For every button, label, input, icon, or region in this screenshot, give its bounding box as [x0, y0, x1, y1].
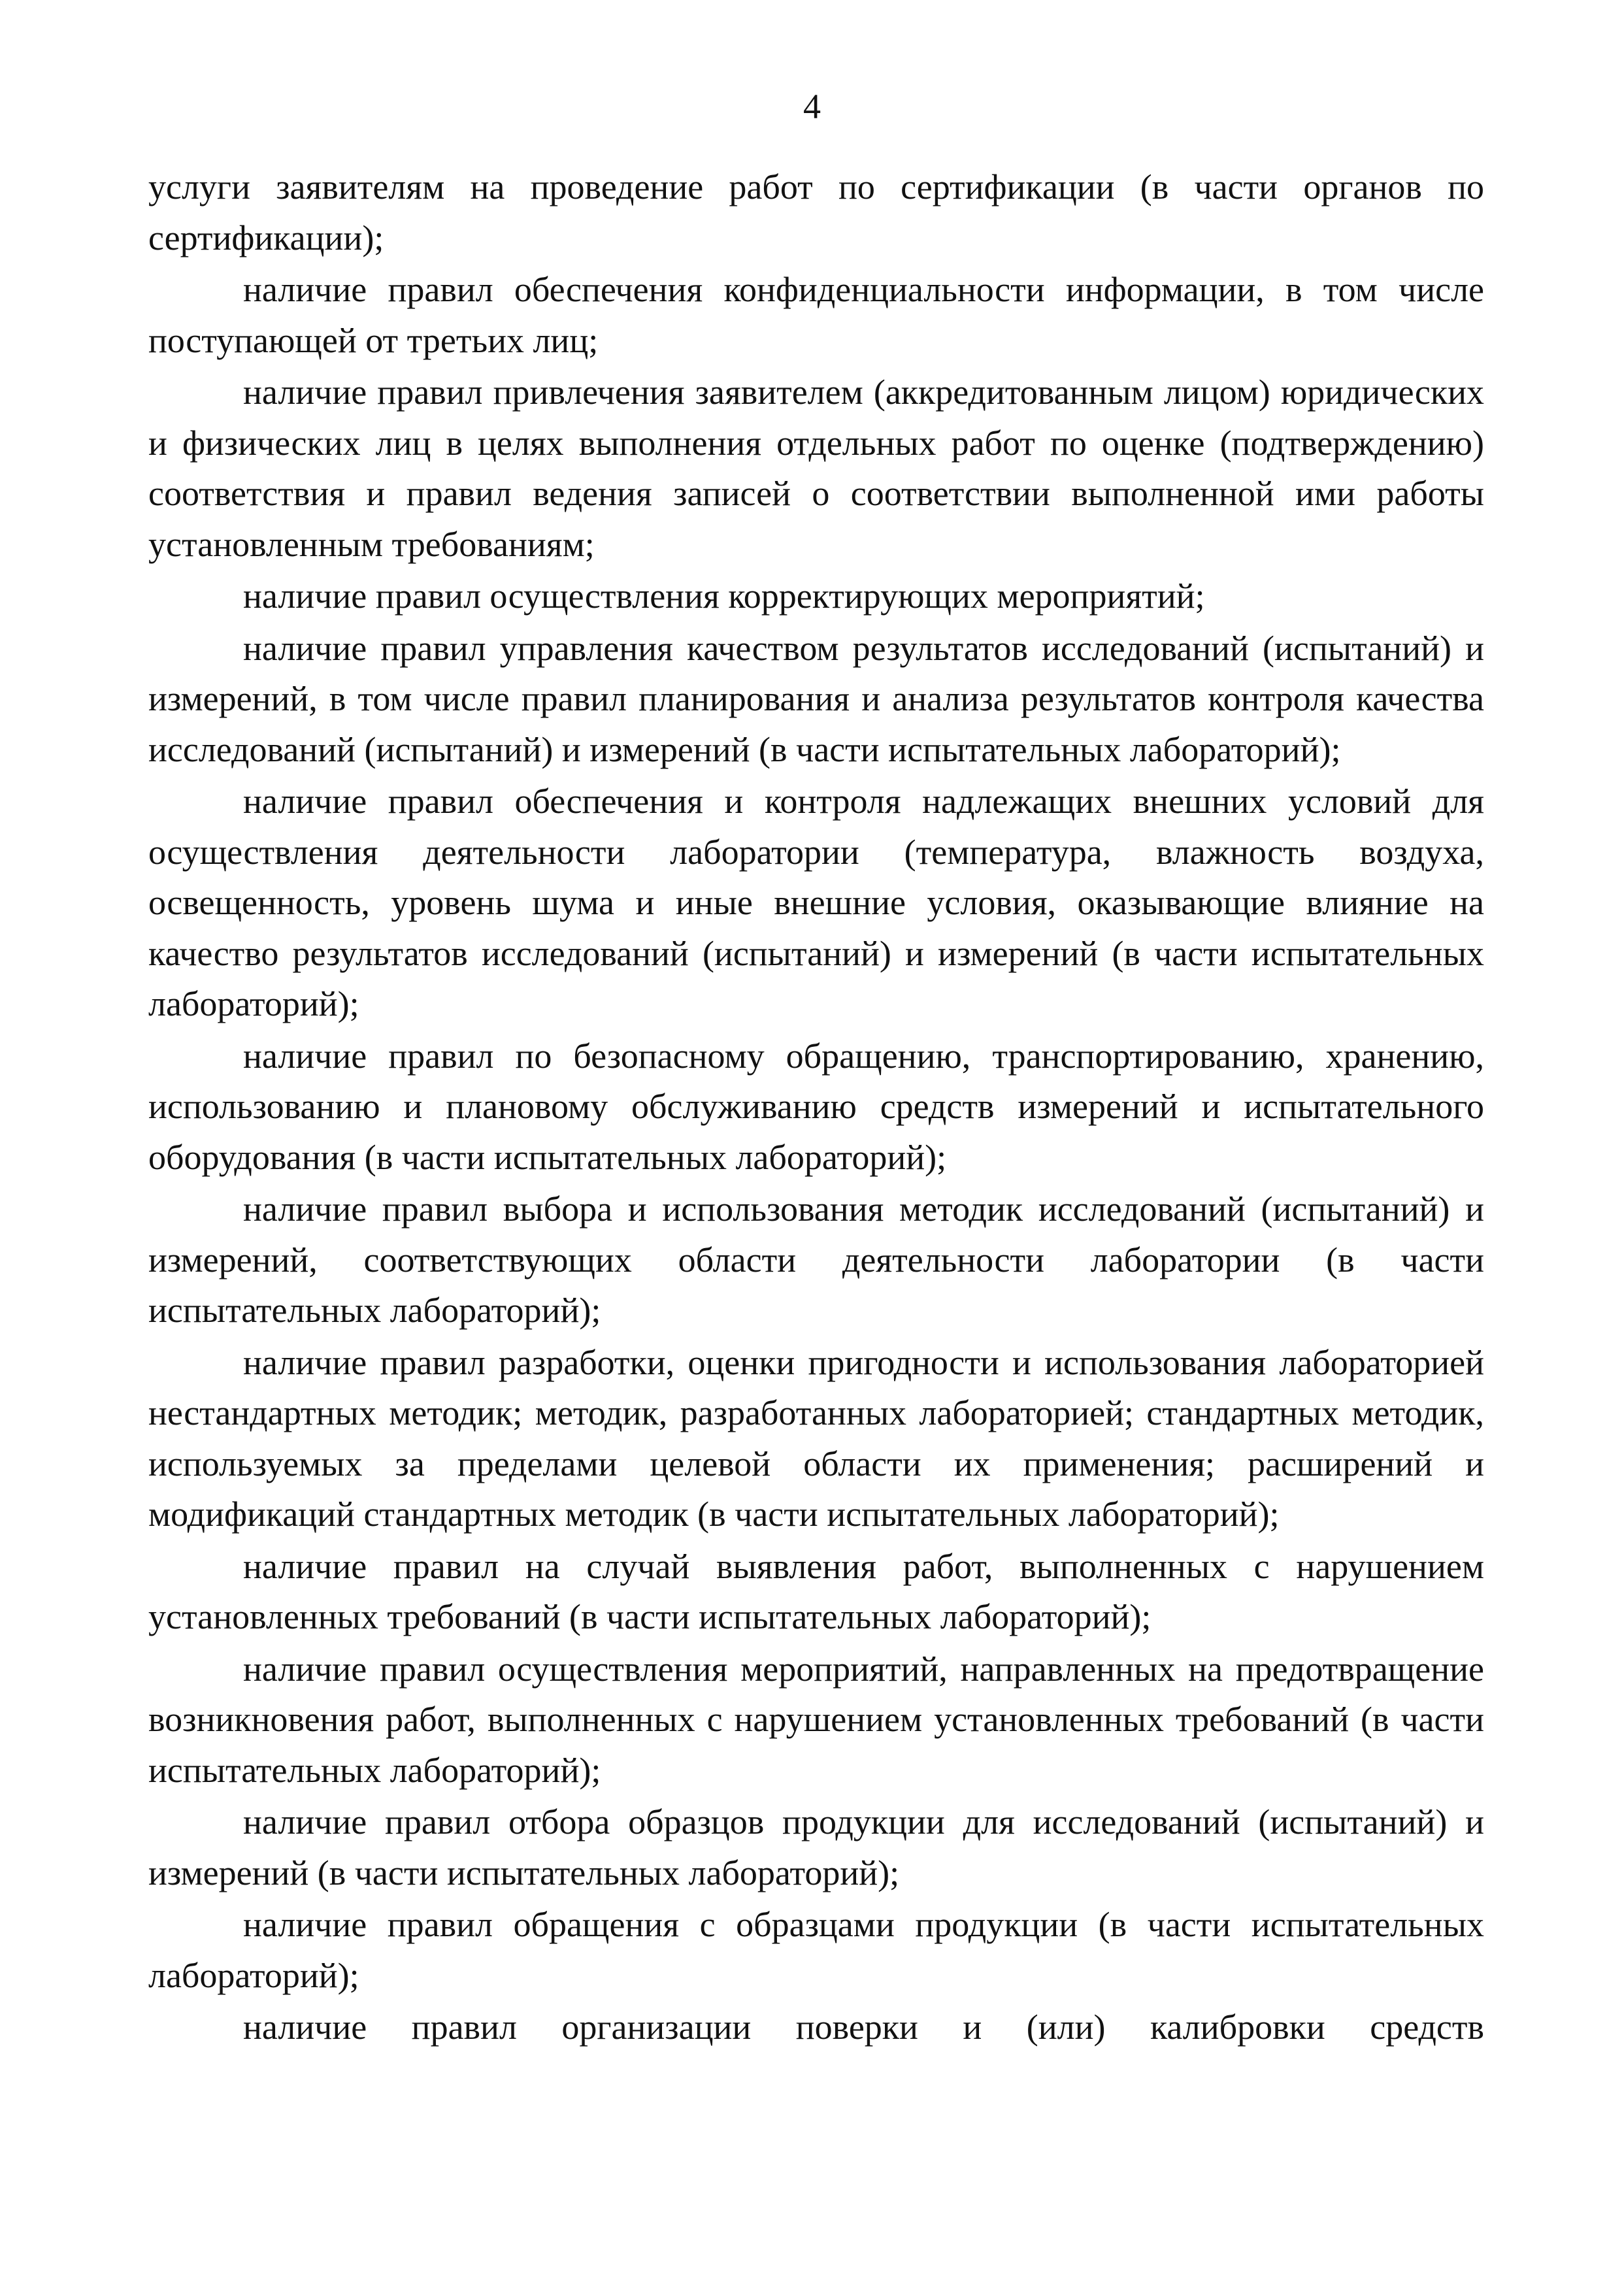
- paragraph: услуги заявителям на проведение работ по сертификации (в части органов по сертификации);: [148, 167, 1484, 257]
- paragraph: наличие правил организации поверки и (или) калибровки средств: [243, 2007, 1484, 2047]
- paragraph: наличие правил обеспечения и контроля надлежащих внешних условий для осуществления деятельности лаборатории (температура, влажность воздуха, освещенность, уровень шума и иные внешние условия, оказывающие влияние на качество результатов исследований (испытаний) и измерений (в части испытательных лабораторий);: [148, 782, 1484, 1023]
- paragraph: наличие правил привлечения заявителем (аккредитованным лицом) юридических и физических лиц в целях выполнения отдельных работ по оценке (подтверждению) соответствия и правил ведения записей о соответствии выполненной ими работы установленным требованиям;: [148, 372, 1484, 564]
- document-body: [148, 162, 1484, 2055]
- paragraph: наличие правил обращения с образцами продукции (в части испытательных лабораторий);: [148, 1905, 1484, 1995]
- paragraph: наличие правил осуществления мероприятий, направленных на предотвращение возникновения работ, выполненных с нарушением установленных требований (в части испытательных лабораторий);: [148, 1649, 1484, 1790]
- paragraph: наличие правил по безопасному обращению, транспортированию, хранению, использованию и плановому обслуживанию средств измерений и испытательного оборудования (в части испытательных лабораторий);: [148, 1036, 1484, 1177]
- paragraph: наличие правил выбора и использования методик исследований (испытаний) и измерений, соответствующих области деятельности лаборатории (в части испытательных лабораторий);: [148, 1189, 1484, 1330]
- paragraph: наличие правил отбора образцов продукции для исследований (испытаний) и измерений (в части испытательных лабораторий);: [148, 1802, 1484, 1892]
- paragraph: наличие правил разработки, оценки пригодности и использования лабораторией нестандартных методик; методик, разработанных лабораторией; стандартных методик, используемых за пределами целевой области их применения; расширений и модификаций стандартных методик (в части испытательных лабораторий);: [148, 1342, 1484, 1534]
- page-number: 4: [803, 87, 821, 126]
- paragraph: наличие правил на случай выявления работ, выполненных с нарушением установленных требований (в части испытательных лабораторий);: [148, 1546, 1484, 1636]
- paragraph: наличие правил управления качеством результатов исследований (испытаний) и измерений, в том числе правил планирования и анализа результатов контроля качества исследований (испытаний) и измерений (в части испытательных лабораторий);: [148, 628, 1484, 769]
- paragraph: наличие правил осуществления корректирующих мероприятий;: [243, 576, 1205, 616]
- paragraph: наличие правил обеспечения конфиденциальности информации, в том числе поступающей от третьих лиц;: [148, 270, 1484, 360]
